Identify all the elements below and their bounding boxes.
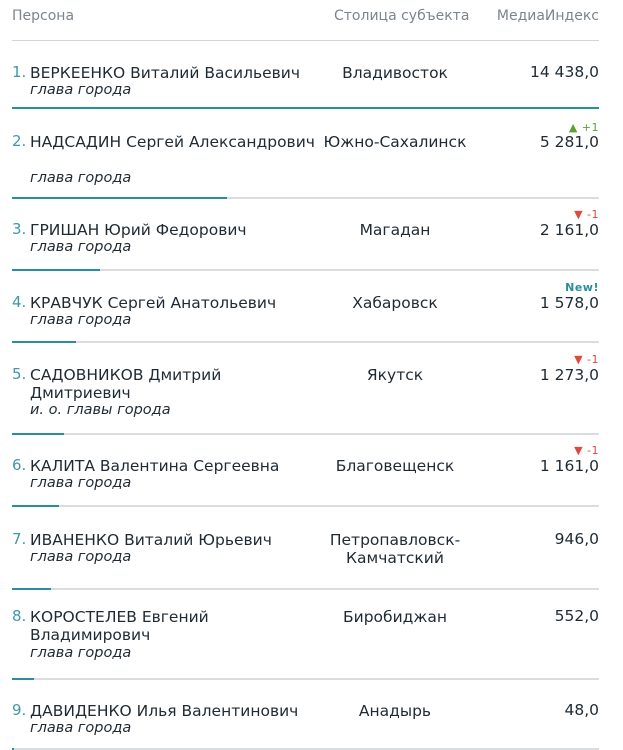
- media-index-value: 552,0: [554, 607, 599, 625]
- person-role: глава города: [30, 720, 132, 736]
- rank-number: 9.: [12, 701, 27, 719]
- rank-change-badge: ▼ -1: [574, 208, 599, 221]
- capital-city: Петропавловск-Камчатский: [329, 531, 461, 567]
- media-index-value: 2 161,0: [539, 221, 599, 239]
- capital-city: Благовещенск: [335, 457, 455, 475]
- person-role: глава города: [30, 170, 132, 186]
- capital-city: Владивосток: [342, 64, 448, 82]
- person-name[interactable]: САДОВНИКОВ Дмитрий Дмитриевич: [30, 366, 222, 402]
- media-index-value: 5 281,0: [539, 133, 599, 151]
- table-row[interactable]: [12, 343, 599, 435]
- person-role: и. о. главы города: [30, 402, 171, 418]
- capital-city: Анадырь: [358, 702, 432, 720]
- capital-city: Биробиджан: [343, 608, 447, 626]
- capital-city: Южно-Сахалинск: [323, 133, 467, 151]
- rank-number: 2.: [12, 132, 27, 150]
- table-row[interactable]: [12, 109, 599, 199]
- media-index-value: 1 161,0: [539, 457, 599, 475]
- media-index-value: 14 438,0: [529, 63, 599, 81]
- rank-number: 6.: [12, 456, 27, 474]
- person-role: глава города: [30, 645, 132, 661]
- media-index-value: 1 578,0: [539, 294, 599, 312]
- capital-city: Магадан: [359, 221, 431, 239]
- person-name[interactable]: ВЕРКЕЕНКО Виталий Васильевич: [30, 64, 301, 82]
- rank-number: 7.: [12, 530, 27, 548]
- table-row[interactable]: [12, 435, 599, 507]
- rank-number: 3.: [12, 220, 27, 238]
- person-role: глава города: [30, 549, 132, 565]
- person-name[interactable]: ГРИШАН Юрий Федорович: [30, 221, 247, 239]
- capital-city: Якутск: [366, 366, 424, 384]
- person-role: глава города: [30, 82, 132, 98]
- media-index-value: 946,0: [554, 530, 599, 548]
- media-index-value: 1 273,0: [539, 366, 599, 384]
- rank-number: 4.: [12, 293, 27, 311]
- person-role: глава города: [30, 312, 132, 328]
- rank-number: 1.: [12, 63, 27, 81]
- new-entry-badge: New!: [565, 281, 599, 294]
- rank-number: 8.: [12, 607, 27, 625]
- table-row[interactable]: [12, 590, 599, 680]
- person-name[interactable]: КРАВЧУК Сергей Анатольевич: [30, 294, 277, 312]
- table-row[interactable]: [12, 199, 599, 271]
- rank-change-badge: ▼ -1: [574, 444, 599, 457]
- person-name[interactable]: ИВАНЕНКО Виталий Юрьевич: [30, 531, 272, 549]
- table-row[interactable]: [12, 507, 599, 590]
- person-role: глава города: [30, 475, 132, 491]
- rank-change-badge: ▼ -1: [574, 353, 599, 366]
- person-name[interactable]: ДАВИДЕНКО Илья Валентинович: [30, 702, 299, 720]
- column-header-capital: Столица субъекта: [334, 8, 470, 24]
- rank-number: 5.: [12, 365, 27, 383]
- column-header-media-index: МедиаИндекс: [496, 8, 599, 24]
- person-name[interactable]: КОРОСТЕЛЕВ Евгений Владимирович: [30, 608, 209, 644]
- media-index-value: 48,0: [564, 701, 599, 719]
- person-name[interactable]: НАДСАДИН Сергей Александрович: [30, 133, 315, 151]
- column-header-person: Персона: [12, 8, 75, 24]
- table-row[interactable]: [12, 41, 599, 109]
- rank-change-badge: ▲ +1: [568, 121, 599, 134]
- person-name[interactable]: КАЛИТА Валентина Сергеевна: [30, 457, 280, 475]
- table-row[interactable]: [12, 271, 599, 343]
- capital-city: Хабаровск: [352, 294, 438, 312]
- table-header: [12, 0, 599, 41]
- media-index-table: [12, 0, 599, 750]
- person-role: глава города: [30, 239, 132, 255]
- table-row[interactable]: [12, 680, 599, 750]
